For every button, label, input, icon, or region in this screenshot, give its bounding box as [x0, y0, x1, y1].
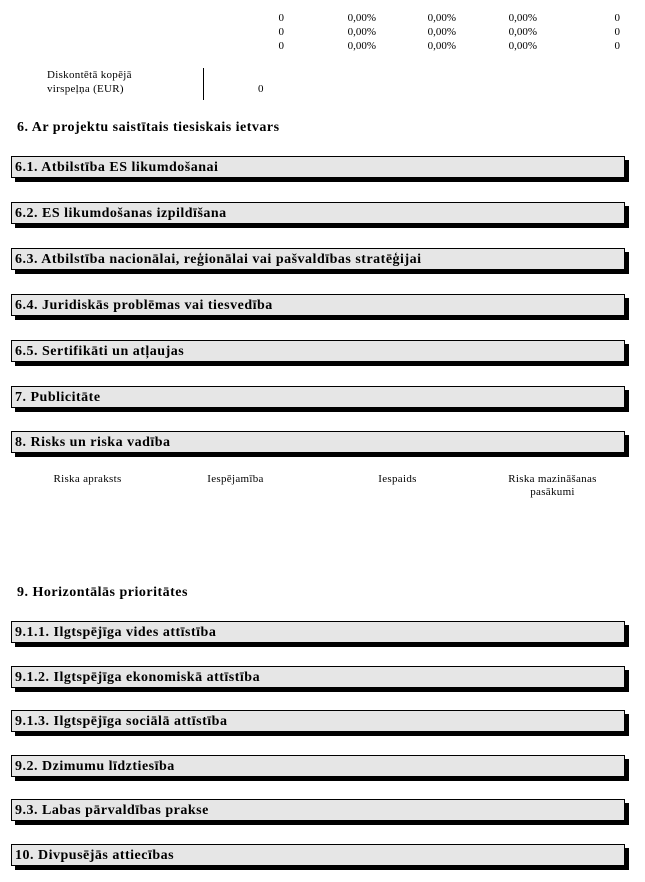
risk-column-impact: Iespaids — [378, 473, 417, 485]
table-cell: 0,00% — [508, 12, 537, 24]
divider — [203, 68, 204, 100]
section-box-6-2: 6.2. ES likumdošanas izpildīšana — [11, 202, 625, 224]
risk-column-mitigation-line: pasākumi — [530, 486, 575, 498]
section-box-9-2: 9.2. Dzimumu līdztiesība — [11, 755, 625, 777]
section-box-10: 10. Divpusējās attiecības — [11, 844, 625, 866]
table-cell: 0,00% — [508, 40, 537, 52]
table-row — [0, 39, 645, 53]
section-box-6-1: 6.1. Atbilstība ES likumdošanai — [11, 156, 625, 178]
risk-column-mitigation — [490, 473, 615, 499]
section-box-6-4: 6.4. Juridiskās problēmas vai tiesvedība — [11, 294, 625, 316]
table-cell: 0 — [278, 40, 284, 52]
table-cell: 0,00% — [427, 26, 456, 38]
risk-column-description: Riska apraksts — [53, 473, 122, 485]
section-6-heading: 6. Ar projektu saistītais tiesiskais ietvars — [17, 120, 280, 135]
table-cell: 0,00% — [427, 12, 456, 24]
table-cell: 0,00% — [347, 12, 376, 24]
section-box-9-1-2: 9.1.2. Ilgtspējīga ekonomiskā attīstība — [11, 666, 625, 688]
risk-column-probability: Iespējamība — [207, 473, 264, 485]
table-cell: 0,00% — [427, 40, 456, 52]
section-box-6-5: 6.5. Sertifikāti un atļaujas — [11, 340, 625, 362]
section-box-9-3: 9.3. Labas pārvaldības prakse — [11, 799, 625, 821]
table-cell: 0 — [614, 12, 620, 24]
table-cell: 0,00% — [347, 40, 376, 52]
discounted-label-line: virspeļņa (EUR) — [47, 83, 124, 95]
discounted-total-value: 0 — [258, 83, 264, 95]
table-cell: 0 — [278, 26, 284, 38]
discounted-label-line: Diskontētā kopējā — [47, 69, 132, 81]
section-box-8: 8. Risks un riska vadība — [11, 431, 625, 453]
table-cell: 0 — [614, 40, 620, 52]
table-row — [0, 11, 645, 25]
section-box-6-3: 6.3. Atbilstība nacionālai, reģionālai vai pašvaldības stratēģijai — [11, 248, 625, 270]
section-box-9-1-1: 9.1.1. Ilgtspējīga vides attīstība — [11, 621, 625, 643]
discounted-total-label — [47, 68, 132, 96]
table-cell: 0,00% — [508, 26, 537, 38]
table-cell: 0 — [614, 26, 620, 38]
section-box-9-1-3: 9.1.3. Ilgtspējīga sociālā attīstība — [11, 710, 625, 732]
table-cell: 0,00% — [347, 26, 376, 38]
risk-column-mitigation-line: Riska mazināšanas — [508, 473, 597, 485]
table-row — [0, 25, 645, 39]
table-cell: 0 — [278, 12, 284, 24]
section-box-7: 7. Publicitāte — [11, 386, 625, 408]
section-9-heading: 9. Horizontālās prioritātes — [17, 585, 188, 600]
